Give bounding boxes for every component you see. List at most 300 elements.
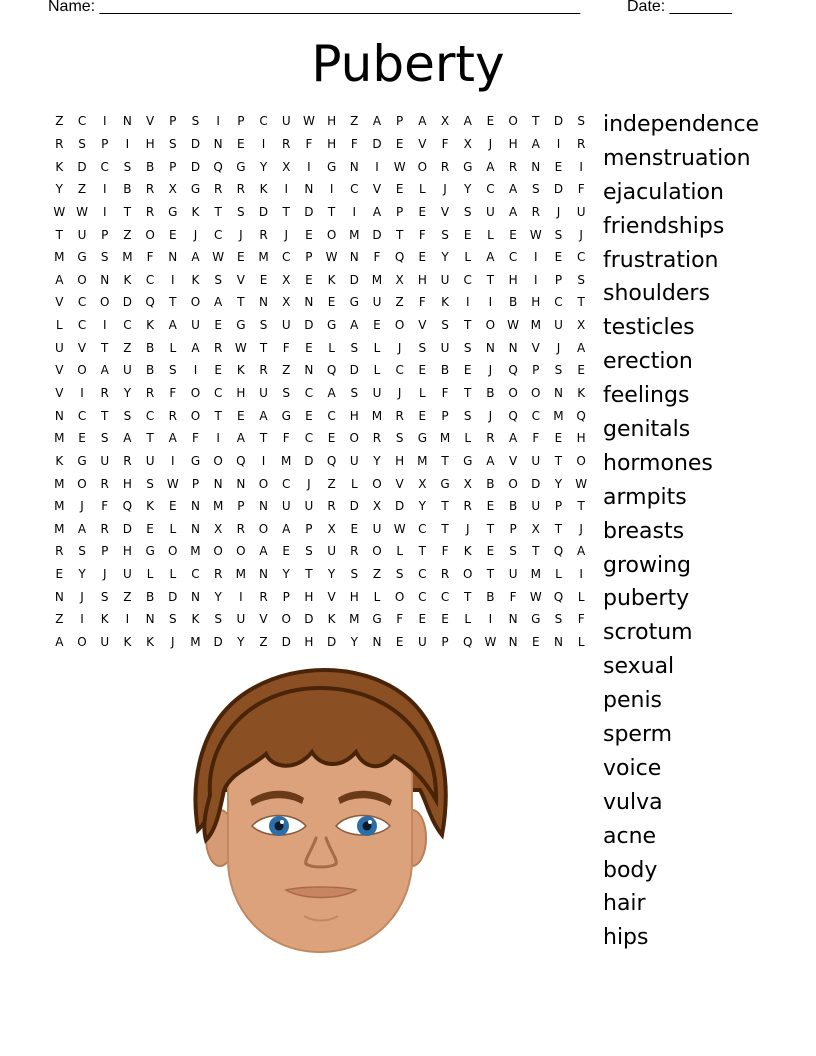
grid-letter: P [169, 114, 177, 129]
grid-letter: E [237, 250, 245, 265]
grid-row [48, 314, 593, 337]
grid-letter: I [579, 159, 583, 174]
word-list-item: frustration [603, 247, 719, 273]
grid-letter: O [99, 295, 110, 310]
grid-letter: L [350, 476, 358, 491]
grid-letter: A [259, 544, 268, 559]
grid-letter: C [282, 476, 291, 491]
grid-letter: E [577, 363, 585, 378]
grid-row [48, 563, 593, 586]
grid-letter: A [282, 521, 291, 536]
word-list-item: scrotum [603, 620, 693, 646]
grid-letter: G [77, 453, 87, 468]
grid-letter: Y [282, 567, 290, 582]
grid-letter: V [508, 453, 518, 468]
grid-letter: D [304, 612, 314, 627]
grid-letter: D [190, 159, 201, 174]
grid-letter: T [554, 453, 563, 468]
grid-letter: K [123, 635, 132, 650]
grid-letter: G [190, 453, 201, 468]
grid-letter: B [123, 182, 132, 197]
grid-letter: F [192, 431, 199, 446]
grid-letter: K [123, 272, 132, 287]
grid-letter: V [55, 363, 64, 378]
grid-letter: K [327, 272, 336, 287]
grid-letter: F [101, 499, 109, 514]
grid-letter: H [122, 476, 132, 491]
grid-letter: V [55, 386, 64, 400]
grid-letter: N [349, 250, 359, 265]
grid-letter: P [509, 521, 517, 536]
grid-letter: E [168, 499, 177, 514]
grid-letter: N [531, 159, 541, 174]
grid-letter: C [418, 521, 427, 536]
grid-letter: I [352, 204, 357, 219]
grid-letter: J [579, 227, 583, 242]
grid-letter: I [488, 612, 493, 627]
grid-letter: I [284, 182, 288, 197]
grid-letter: J [488, 363, 493, 378]
grid-letter: A [508, 431, 518, 446]
grid-row [48, 540, 593, 563]
grid-letter: T [259, 431, 268, 446]
grid-letter: D [553, 182, 564, 197]
grid-letter: E [486, 544, 495, 559]
grid-letter: X [282, 295, 291, 310]
grid-letter: I [534, 272, 538, 287]
grid-letter: B [145, 589, 155, 604]
grid-letter: S [100, 431, 109, 446]
grid-letter: O [508, 476, 518, 491]
grid-letter: N [508, 635, 518, 650]
grid-letter: R [55, 136, 64, 151]
grid-letter: Q [553, 544, 564, 559]
grid-letter: H [395, 453, 405, 468]
grid-letter: O [213, 544, 223, 559]
grid-letter: J [443, 182, 447, 197]
grid-letter: I [465, 295, 470, 310]
grid-letter: Y [350, 635, 358, 650]
grid-letter: S [214, 272, 222, 287]
grid-letter: F [169, 386, 177, 400]
grid-letter: L [419, 386, 426, 400]
grid-letter: H [145, 136, 155, 151]
grid-letter: V [531, 340, 540, 355]
grid-row [48, 110, 593, 133]
grid-letter: C [191, 567, 200, 582]
grid-letter: Z [123, 340, 132, 355]
grid-letter: C [418, 589, 427, 604]
grid-letter: O [77, 272, 87, 287]
grid-letter: D [553, 114, 564, 129]
grid-letter: X [214, 521, 223, 536]
grid-row [48, 178, 593, 201]
grid-letter: N [122, 114, 132, 129]
grid-letter: P [396, 114, 404, 129]
grid-letter: O [168, 544, 178, 559]
word-list-item: armpits [603, 484, 687, 510]
grid-letter: U [531, 453, 541, 468]
grid-letter: F [441, 136, 449, 151]
grid-letter: E [214, 363, 222, 378]
grid-letter: T [577, 295, 585, 310]
grid-letter: C [486, 182, 495, 197]
grid-letter: O [372, 544, 382, 559]
grid-letter: N [168, 250, 178, 265]
grid-letter: S [168, 363, 177, 378]
word-list-item: penis [603, 688, 663, 714]
grid-letter: B [508, 499, 518, 514]
grid-letter: N [553, 386, 563, 400]
grid-letter: H [508, 136, 518, 151]
grid-letter: M [553, 408, 564, 423]
grid-letter: M [281, 453, 292, 468]
grid-letter: A [350, 318, 359, 333]
grid-letter: S [259, 318, 268, 333]
grid-letter: R [145, 386, 155, 400]
grid-letter: U [576, 204, 586, 219]
grid-letter: Y [259, 159, 268, 174]
grid-letter: J [556, 204, 561, 219]
grid-letter: G [417, 431, 427, 446]
grid-letter: G [372, 612, 382, 627]
grid-letter: K [441, 295, 449, 310]
grid-letter: G [326, 318, 337, 333]
grid-letter: O [508, 386, 518, 400]
grid-letter: O [213, 453, 223, 468]
grid-letter: Q [508, 363, 518, 378]
grid-letter: I [125, 136, 130, 151]
grid-letter: S [282, 386, 291, 400]
grid-letter: U [123, 567, 132, 582]
grid-letter: D [122, 295, 133, 310]
grid-letter: I [375, 159, 379, 174]
grid-letter: D [258, 204, 269, 219]
grid-row [48, 246, 593, 269]
grid-letter: K [146, 318, 155, 333]
grid-letter: X [327, 521, 336, 536]
grid-letter: S [123, 159, 132, 174]
grid-letter: T [305, 567, 313, 582]
grid-letter: L [328, 340, 335, 355]
grid-letter: B [486, 386, 495, 400]
grid-row [48, 472, 593, 495]
grid-letter: S [350, 386, 359, 400]
grid-letter: E [259, 272, 268, 287]
grid-letter: H [236, 386, 246, 400]
grid-letter: R [145, 204, 155, 219]
grid-letter: C [440, 589, 450, 604]
grid-letter: R [123, 453, 132, 468]
grid-letter: X [577, 318, 586, 333]
grid-letter: D [349, 363, 359, 378]
grid-letter: F [441, 386, 449, 400]
word-list-item: friendships [603, 213, 725, 239]
grid-letter: E [350, 521, 359, 536]
grid-letter: E [395, 182, 404, 197]
grid-letter: X [418, 476, 427, 491]
grid-letter: S [418, 340, 427, 355]
grid-letter: K [191, 204, 200, 219]
grid-letter: M [122, 250, 133, 265]
grid-letter: R [259, 227, 268, 242]
grid-letter: B [486, 589, 495, 604]
grid-letter: U [281, 114, 291, 129]
grid-letter: H [417, 272, 427, 287]
grid-letter: G [440, 476, 450, 491]
grid-letter: F [532, 431, 540, 446]
grid-letter: U [372, 295, 382, 310]
grid-letter: Q [508, 408, 518, 423]
word-list-item: puberty [603, 586, 690, 612]
grid-letter: U [259, 386, 268, 400]
grid-letter: S [146, 476, 154, 491]
grid-letter: T [464, 589, 472, 604]
grid-letter: T [464, 318, 472, 333]
grid-letter: O [145, 227, 155, 242]
grid-letter: P [237, 499, 245, 514]
grid-letter: A [168, 318, 177, 333]
grid-letter: R [100, 386, 109, 400]
grid-letter: N [304, 363, 314, 378]
grid-letter: T [441, 499, 449, 514]
grid-letter: J [284, 227, 288, 242]
grid-letter: E [418, 363, 427, 378]
grid-letter: B [486, 476, 495, 491]
word-search-grid [48, 110, 593, 653]
grid-letter: W [325, 250, 338, 265]
grid-letter: W [76, 204, 88, 219]
grid-letter: G [168, 204, 178, 219]
grid-letter: I [102, 318, 107, 333]
grid-letter: Q [394, 250, 405, 265]
grid-letter: N [54, 408, 64, 423]
grid-letter: E [554, 431, 563, 446]
grid-letter: E [305, 272, 313, 287]
grid-letter: A [486, 453, 495, 468]
grid-letter: L [555, 567, 562, 582]
grid-letter: I [102, 114, 107, 129]
grid-letter: I [171, 272, 175, 287]
grid-letter: T [464, 386, 472, 400]
grid-letter: Z [327, 476, 336, 491]
grid-letter: A [259, 408, 268, 423]
grid-row [48, 404, 593, 427]
grid-letter: C [213, 386, 223, 400]
grid-letter: V [77, 340, 87, 355]
grid-letter: T [441, 453, 449, 468]
grid-letter: J [307, 476, 311, 491]
grid-letter: X [440, 114, 450, 129]
grid-letter: I [261, 453, 266, 468]
grid-letter: Z [350, 114, 359, 129]
grid-letter: R [350, 544, 359, 559]
grid-letter: C [145, 272, 155, 287]
grid-letter: Y [78, 567, 86, 582]
grid-letter: E [463, 227, 472, 242]
grid-letter: C [77, 295, 87, 310]
grid-letter: A [508, 182, 518, 197]
grid-letter: T [101, 408, 109, 423]
grid-letter: E [554, 250, 563, 265]
grid-letter: V [372, 182, 382, 197]
grid-letter: Y [327, 567, 336, 582]
grid-letter: Q [236, 453, 246, 468]
grid-letter: M [54, 521, 65, 536]
grid-letter: A [100, 363, 109, 378]
grid-letter: B [440, 363, 450, 378]
grid-row [48, 291, 593, 314]
word-list [603, 108, 759, 955]
grid-letter: M [530, 318, 541, 333]
grid-letter: R [236, 182, 246, 197]
grid-row [48, 585, 593, 608]
grid-letter: J [397, 386, 402, 400]
grid-letter: H [508, 272, 518, 287]
grid-letter: N [54, 589, 64, 604]
grid-letter: A [577, 340, 586, 355]
word-list-item: body [603, 857, 658, 883]
grid-letter: H [122, 544, 132, 559]
grid-letter: E [168, 227, 177, 242]
grid-letter: S [78, 544, 86, 559]
grid-letter: L [56, 318, 63, 333]
grid-letter: L [464, 612, 472, 627]
date-field-label: Date: _______ [627, 0, 732, 15]
grid-letter: T [214, 204, 222, 219]
grid-letter: M [235, 567, 247, 582]
grid-letter: N [213, 476, 223, 491]
grid-letter: I [579, 567, 583, 582]
grid-letter: M [190, 544, 201, 559]
grid-letter: I [171, 453, 175, 468]
grid-letter: D [122, 521, 133, 536]
grid-letter: I [125, 612, 130, 627]
grid-letter: B [145, 340, 155, 355]
grid-letter: I [102, 204, 107, 219]
grid-letter: N [213, 136, 223, 151]
grid-letter: N [349, 159, 359, 174]
grid-letter: R [259, 363, 268, 378]
grid-letter: U [531, 499, 541, 514]
grid-letter: E [237, 408, 245, 423]
word-list-item: erection [603, 349, 693, 375]
grid-letter: W [53, 204, 66, 219]
grid-row [48, 133, 593, 156]
grid-letter: F [373, 250, 381, 265]
grid-letter: C [100, 159, 109, 174]
grid-letter: K [259, 182, 268, 197]
grid-letter: N [508, 340, 518, 355]
grid-letter: T [554, 521, 563, 536]
grid-letter: U [191, 318, 200, 333]
grid-letter: H [349, 408, 359, 423]
grid-letter: V [418, 136, 427, 151]
grid-row [48, 223, 593, 246]
grid-letter: Y [418, 499, 427, 514]
grid-letter: U [372, 386, 382, 400]
grid-letter: L [373, 340, 381, 355]
grid-letter: R [372, 431, 382, 446]
grid-letter: J [556, 340, 561, 355]
grid-letter: R [259, 589, 268, 604]
grid-letter: H [327, 136, 337, 151]
grid-letter: R [236, 521, 246, 536]
grid-letter: N [304, 295, 314, 310]
grid-letter: P [101, 136, 109, 151]
grid-letter: W [234, 340, 247, 355]
grid-letter: F [509, 589, 517, 604]
grid-letter: O [531, 386, 541, 400]
grid-letter: O [349, 431, 359, 446]
grid-letter: T [577, 499, 585, 514]
page-title: Puberty [311, 35, 505, 93]
grid-letter: Z [55, 612, 64, 627]
grid-letter: F [418, 227, 426, 242]
grid-letter: K [327, 612, 336, 627]
grid-letter: M [530, 567, 541, 582]
grid-letter: U [281, 318, 291, 333]
grid-letter: Z [372, 567, 382, 582]
grid-letter: S [441, 318, 449, 333]
grid-letter: S [463, 408, 472, 423]
grid-letter: L [487, 227, 494, 242]
grid-letter: E [305, 227, 313, 242]
grid-letter: R [576, 136, 586, 151]
grid-letter: T [395, 227, 404, 242]
grid-letter: O [77, 635, 87, 650]
grid-letter: S [350, 567, 359, 582]
grid-row [48, 268, 593, 291]
grid-letter: P [101, 227, 109, 242]
grid-letter: E [509, 227, 517, 242]
grid-letter: I [193, 363, 198, 378]
grid-letter: U [100, 635, 110, 650]
grid-letter: Y [373, 453, 381, 468]
grid-letter: M [349, 612, 360, 627]
grid-letter: E [237, 136, 245, 151]
grid-letter: P [396, 204, 404, 219]
grid-letter: J [465, 521, 470, 536]
grid-letter: G [349, 295, 359, 310]
grid-letter: S [100, 250, 109, 265]
grid-letter: B [508, 295, 518, 310]
grid-letter: Z [259, 635, 268, 650]
grid-letter: R [282, 136, 291, 151]
grid-letter: C [531, 408, 540, 423]
grid-letter: O [281, 612, 291, 627]
grid-letter: E [418, 408, 427, 423]
grid-letter: E [55, 567, 64, 582]
grid-letter: R [463, 499, 472, 514]
boy-face-illustration [180, 660, 460, 960]
grid-letter: H [304, 635, 314, 650]
grid-letter: O [394, 318, 405, 333]
grid-letter: G [281, 408, 291, 423]
grid-letter: Y [214, 589, 222, 604]
grid-letter: W [529, 227, 542, 242]
grid-letter: D [372, 136, 382, 151]
grid-letter: S [531, 182, 540, 197]
grid-letter: R [145, 182, 155, 197]
grid-letter: G [463, 159, 473, 174]
grid-letter: M [417, 453, 428, 468]
grid-letter: S [168, 136, 177, 151]
grid-letter: U [372, 521, 382, 536]
grid-letter: K [100, 612, 109, 627]
word-list-item: feelings [603, 383, 690, 409]
grid-letter: Y [441, 250, 449, 265]
